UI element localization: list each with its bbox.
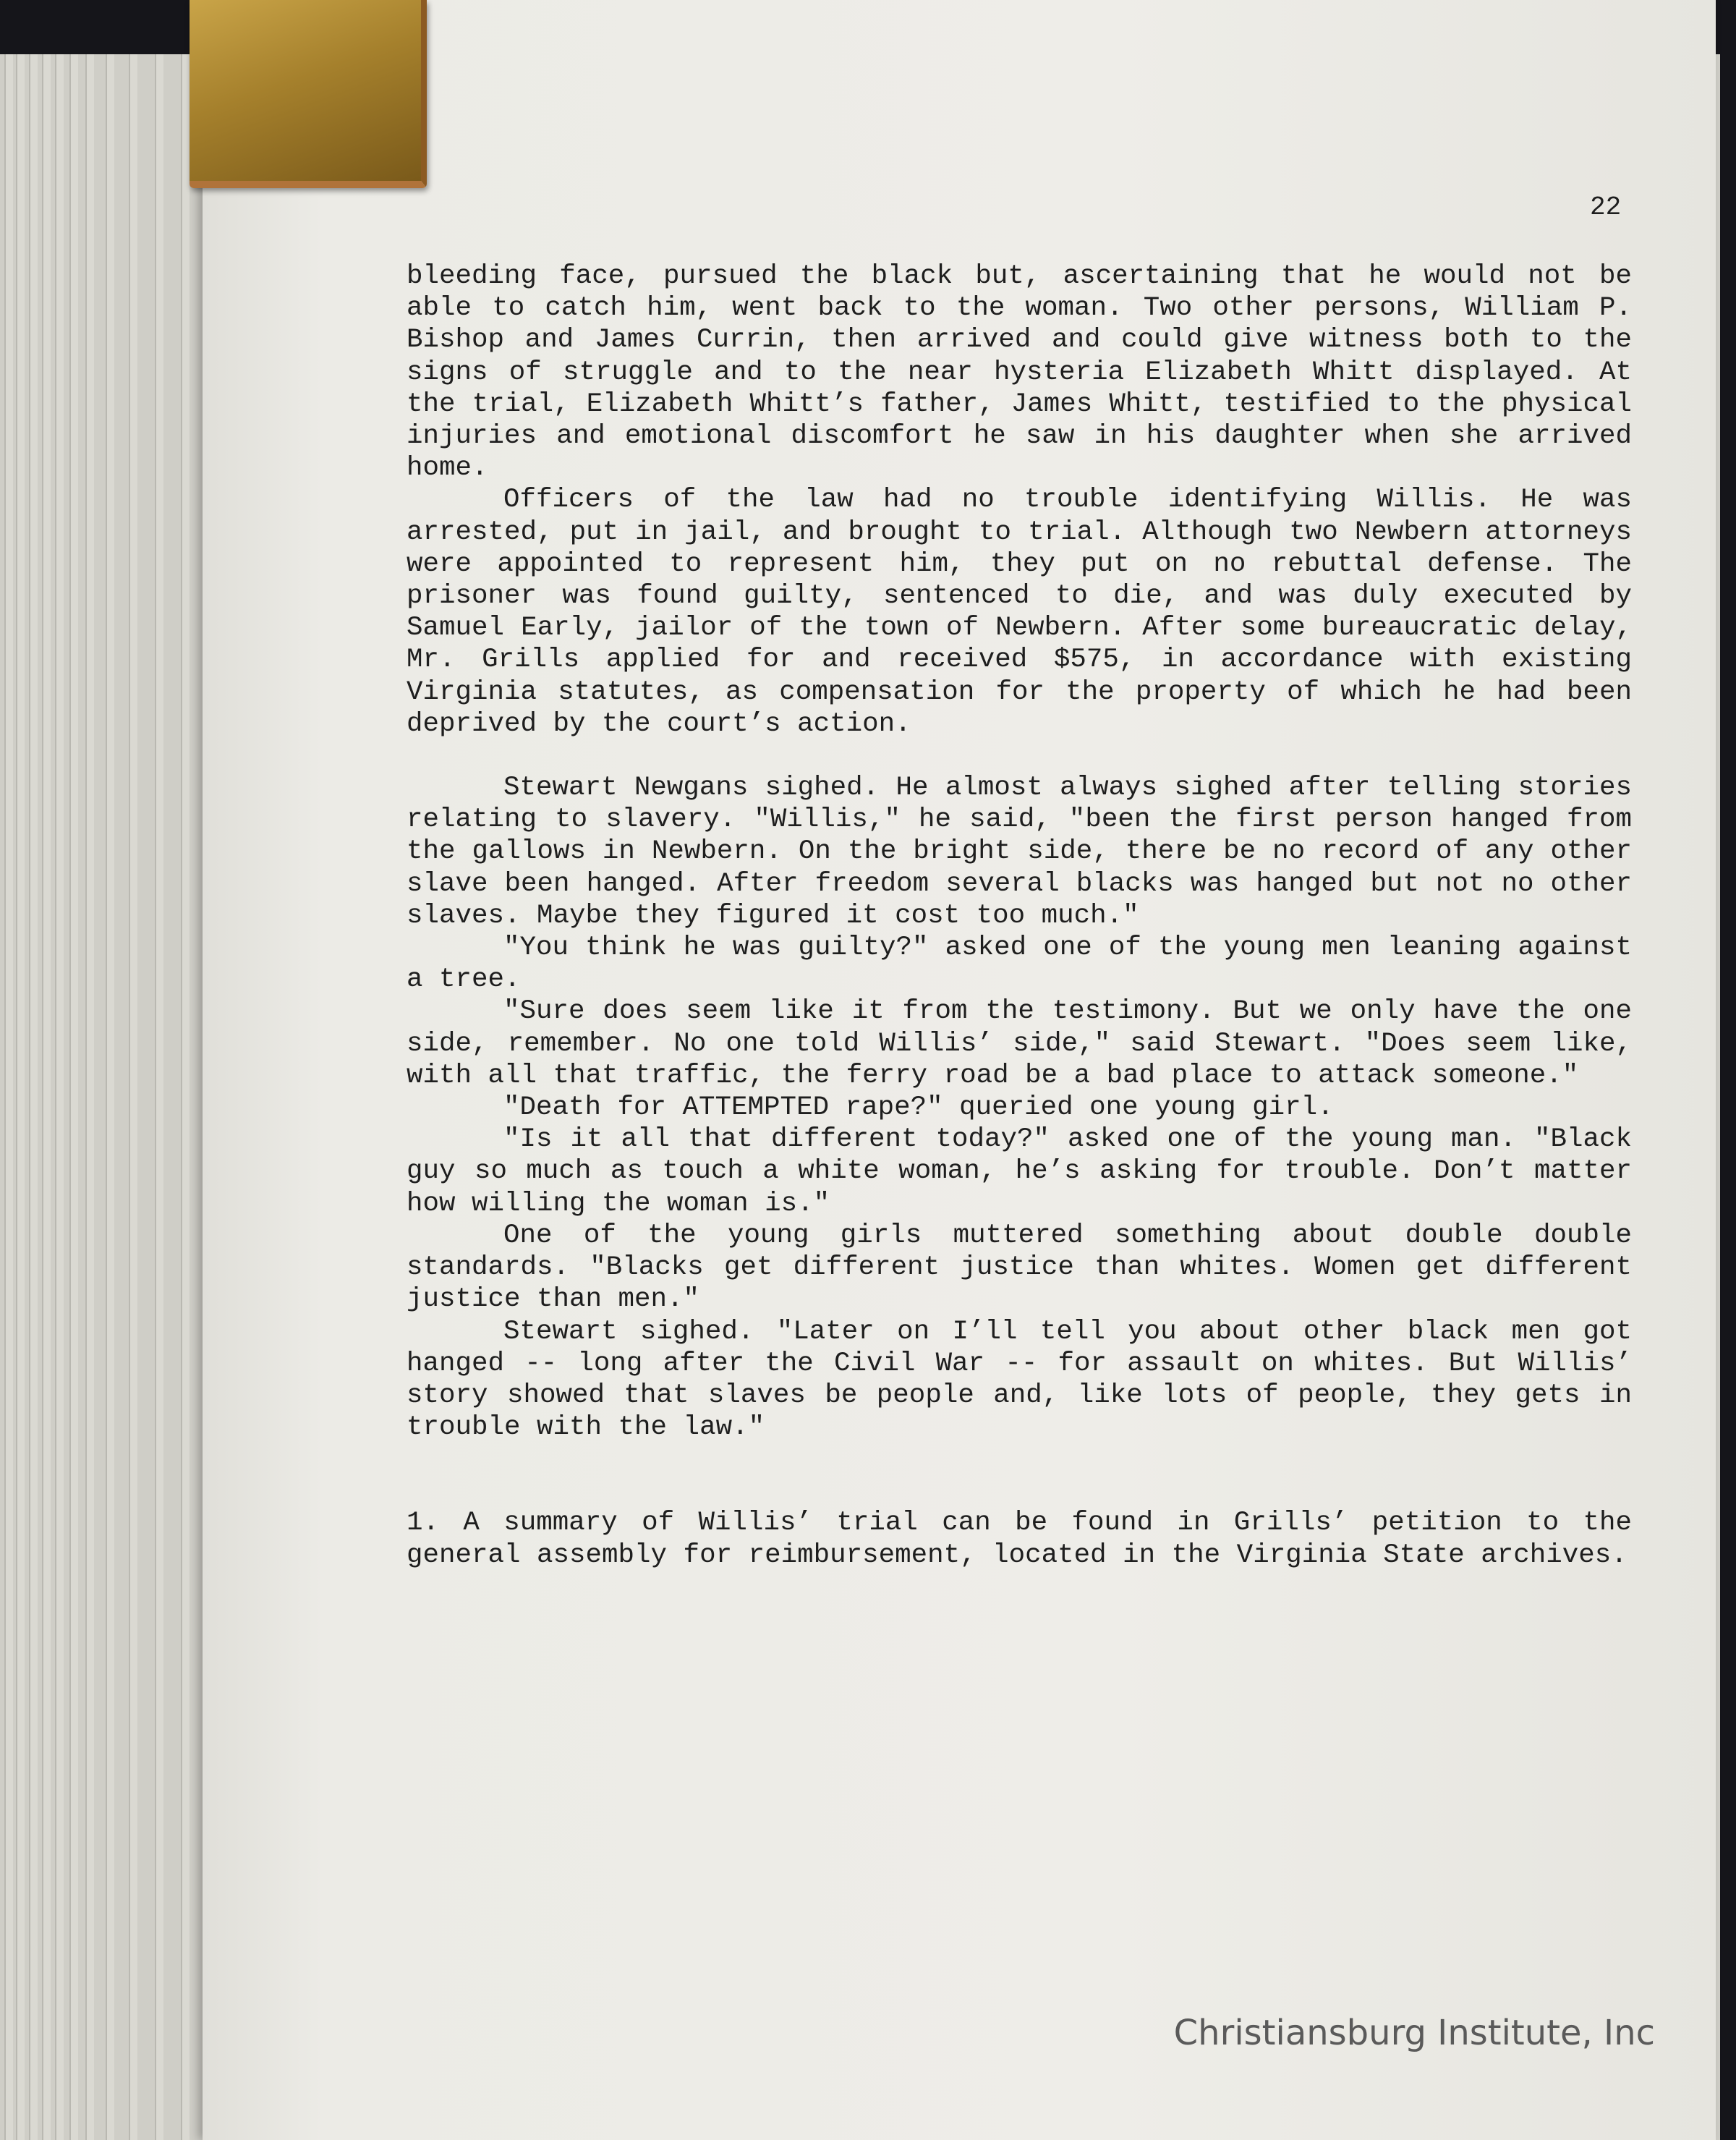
brass-binder-tab xyxy=(190,0,427,188)
paragraph: "Sure does seem like it from the testimony. But we only have the one side, remember. No one told Willis’ side," said Stewart. "Does seem like, with all that traffic, the ferry road be a bad place to attack someone." xyxy=(407,996,1632,1091)
stack-edge xyxy=(181,54,190,2140)
stack-edge xyxy=(4,54,13,2140)
paragraph: Stewart sighed. "Later on I’ll tell you about other black men got hanged -- long after the Civil War -- for assault on whites. But Willis’ story showed that slaves be people and, like lots of people, they gets in trouble with the law." xyxy=(407,1316,1632,1443)
paragraph: "Is it all that different today?" asked one of the young man. "Black guy so much as touch a white woman, he’s asking for trouble. Don’t matter how willing the woman is." xyxy=(407,1124,1632,1219)
stack-edge xyxy=(55,54,64,2140)
paragraph: bleeding face, pursued the black but, ascertaining that he would not be able to catch him, went back to the woman. Two other persons, William P. Bishop and James Currin, then arrived and could give witness both to the signs of struggle and to the near hysteria Elizabeth Whitt displayed. At the trial, Elizabeth Whitt’s father, James Whitt, testified to the physical injuries and emotional discomfort he saw in his daughter when she arrived home. xyxy=(407,261,1632,484)
stack-edge xyxy=(129,54,137,2140)
stack-edge xyxy=(69,54,78,2140)
stack-edge xyxy=(85,54,94,2140)
paragraph: Officers of the law had no trouble identifying Willis. He was arrested, put in jail, and brought to trial. Although two Newbern attorneys were appointed to represent him, they put on no rebuttal defense. The prisoner was found guilty, sentenced to die, and was duly executed by Samuel Early, jailor of the town of Newbern. After some bureaucratic delay, Mr. Grills applied for and received $575, in accordance with existing Virginia statutes, as compensation for the property of which he had been deprived by the court’s action. xyxy=(407,485,1632,739)
watermark: Christiansburg Institute, Inc xyxy=(1173,2013,1655,2053)
stack-edge xyxy=(29,54,38,2140)
page-body xyxy=(407,260,1632,1571)
stack-edge xyxy=(155,54,163,2140)
paragraph: One of the young girls muttered something about double double standards. "Blacks get different justice than whites. Women get different justice than men." xyxy=(407,1220,1632,1315)
paragraph: "You think he was guilty?" asked one of the young men leaning against a tree. xyxy=(407,933,1632,995)
stack-edge xyxy=(106,54,114,2140)
stack-edge xyxy=(42,54,51,2140)
footnote: 1. A summary of Willis’ trial can be found in Grills’ petition to the general assembly for reimbursement, located in the Virginia State archives. xyxy=(407,1508,1632,1571)
page-number: 22 xyxy=(1590,192,1622,222)
paragraph: Stewart Newgans sighed. He almost always sighed after telling stories relating to slavery. "Willis," he said, "been the first person hanged from the gallows in Newbern. On the bright side, there be no record of any other slave been hanged. After freedom several blacks was hanged but not no other slaves. Maybe they figured it cost too much." xyxy=(407,773,1632,931)
paragraph: "Death for ATTEMPTED rape?" queried one young girl. xyxy=(503,1092,1334,1124)
stack-edge xyxy=(16,54,25,2140)
